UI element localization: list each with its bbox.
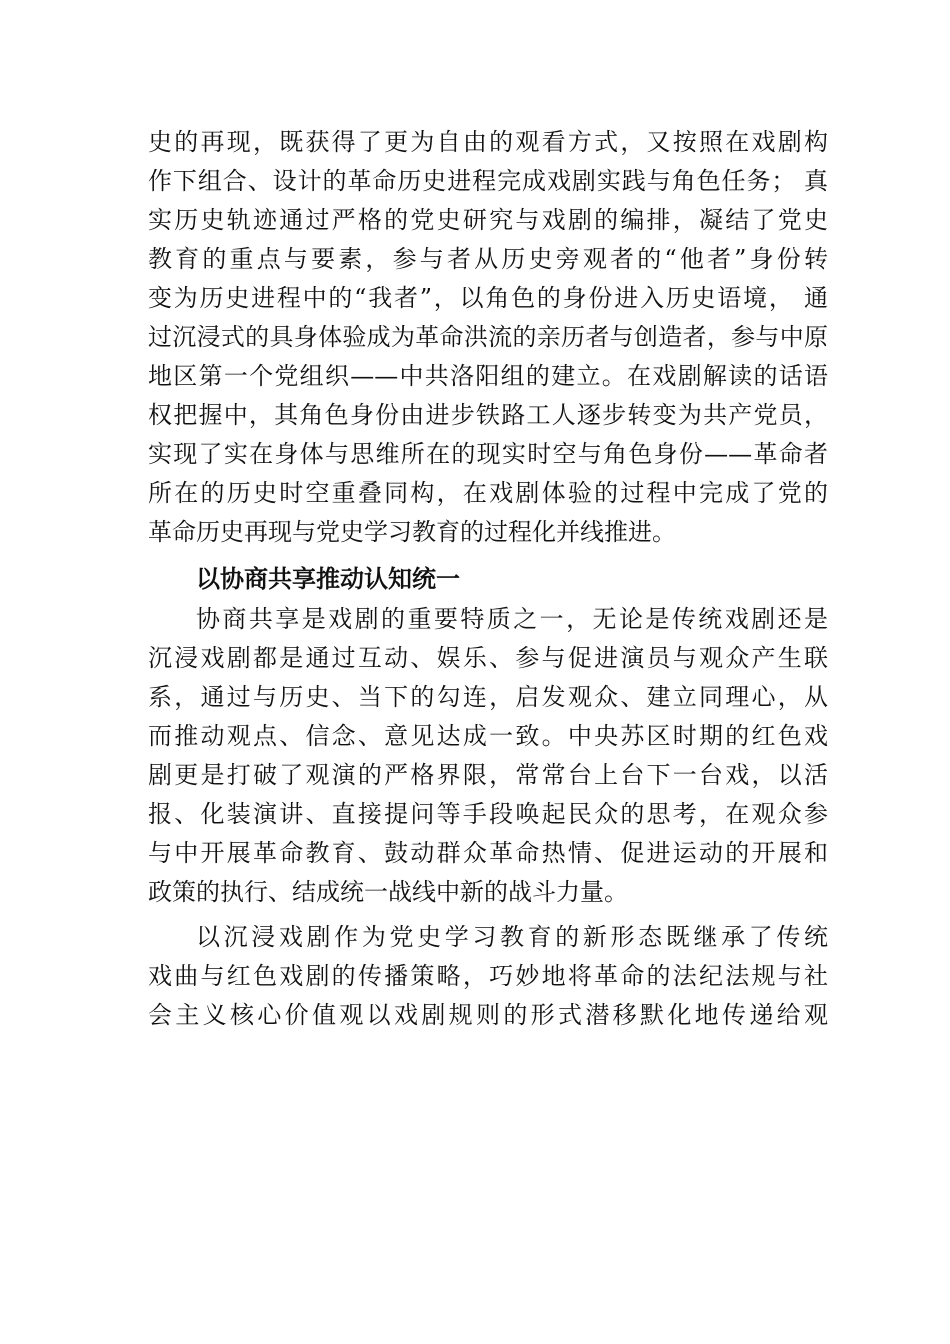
paragraph-line: 史的再现，既获得了更为自由的观看方式，又按照在戏剧构 (148, 128, 828, 156)
paragraph-line: 权把握中，其角色身份由进步铁路工人逐步转变为共产党员， (148, 401, 828, 429)
paragraph-line: 以沉浸戏剧作为党史学习教育的新形态既继承了传统 (196, 923, 828, 951)
paragraph-consultation-sharing (148, 600, 828, 912)
paragraph-line: 系，通过与历史、当下的勾连，启发观众、建立同理心，从 (148, 683, 828, 711)
paragraph-line: 教育的重点与要素，参与者从历史旁观者的“他者”身份转 (148, 245, 828, 273)
section-heading: 以协商共享推动认知统一 (196, 565, 460, 593)
paragraph-line: 实历史轨迹通过严格的党史研究与戏剧的编排，凝结了党史 (148, 206, 828, 234)
paragraph-line: 沉浸戏剧都是通过互动、娱乐、参与促进演员与观众产生联 (148, 644, 828, 672)
paragraph-line: 报、化装演讲、直接提问等手段唤起民众的思考，在观众参 (148, 800, 828, 828)
paragraph-line: 革命历史再现与党史学习教育的过程化并线推进。 (148, 518, 676, 546)
paragraph-line: 会主义核心价值观以戏剧规则的形式潜移默化地传递给观 (148, 1001, 828, 1029)
paragraph-line: 所在的历史时空重叠同构，在戏剧体验的过程中完成了党的 (148, 479, 828, 507)
paragraph-line: 与中开展革命教育、鼓动群众革命热情、促进运动的开展和 (148, 839, 828, 867)
paragraph-line: 政策的执行、结成统一战线中新的战斗力量。 (148, 878, 628, 906)
paragraph-line: 剧更是打破了观演的严格界限，常常台上台下一台戏，以活 (148, 761, 828, 789)
paragraph-immersive-drama (148, 918, 828, 1035)
paragraph-line: 变为历史进程中的“我者”，以角色的身份进入历史语境， 通 (148, 284, 828, 312)
paragraph-line: 地区第一个党组织——中共洛阳组的建立。在戏剧解读的话语 (148, 362, 828, 390)
paragraph-historical-reenactment (148, 123, 828, 552)
paragraph-line: 实现了实在身体与思维所在的现实时空与角色身份——革命者 (148, 440, 828, 468)
paragraph-line: 戏曲与红色戏剧的传播策略，巧妙地将革命的法纪法规与社 (148, 962, 828, 990)
paragraph-line: 协商共享是戏剧的重要特质之一，无论是传统戏剧还是 (196, 605, 828, 633)
paragraph-line: 作下组合、设计的革命历史进程完成戏剧实践与角色任务； 真 (148, 167, 828, 195)
paragraph-line: 而推动观点、信念、意见达成一致。中央苏区时期的红色戏 (148, 722, 828, 750)
paragraph-line: 过沉浸式的具身体验成为革命洪流的亲历者与创造者，参与中原 (148, 323, 828, 351)
